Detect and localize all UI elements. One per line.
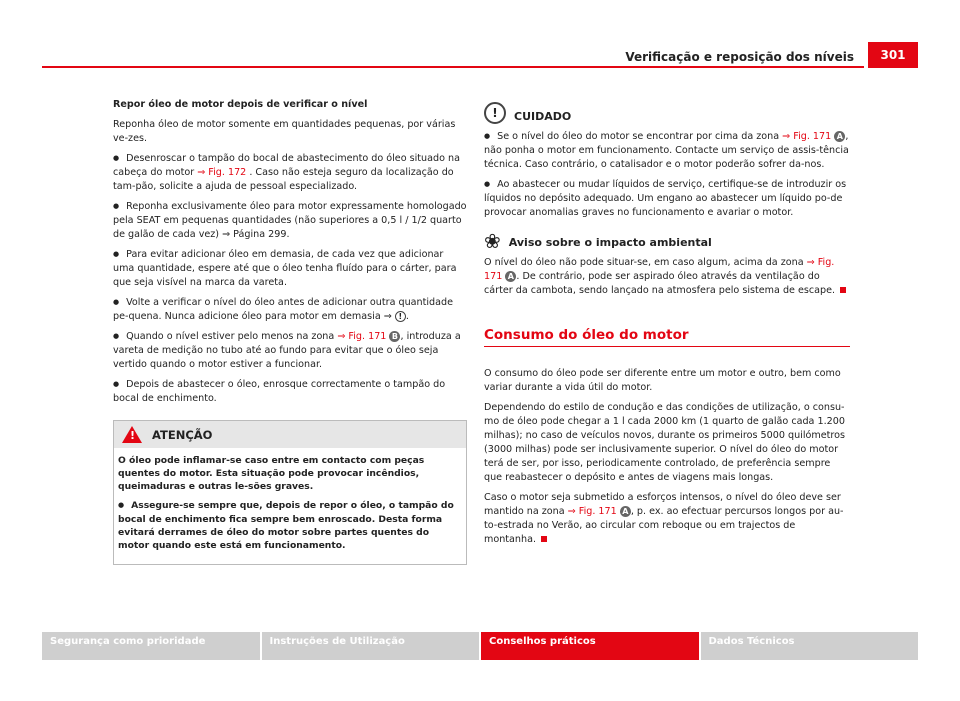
bullet-5 bbox=[113, 330, 467, 372]
caution-icon: ! bbox=[484, 102, 506, 124]
tab-instructions[interactable]: Instruções de Utilização bbox=[262, 632, 480, 660]
bullet-1-text: Desenroscar o tampão do bocal de abastecimento do óleo situado na cabeça do motor bbox=[113, 153, 460, 178]
left-heading: Repor óleo de motor depois de verificar o nível bbox=[113, 99, 368, 110]
page-header bbox=[42, 50, 918, 68]
fig-171-link[interactable]: ⇒ Fig. 171 bbox=[782, 131, 832, 142]
left-column bbox=[113, 98, 467, 565]
caution-header bbox=[484, 102, 850, 124]
section-p2: Dependendo do estilo de condução e das condições de utilização, o consu-mo de óleo pode chegar a 1 l cada 2000 km (1 quarto de galão cada 1.200 milhas); no caso de veículos novos, durante os primeiros 5000 quilómetros (3000 milhas) pode ser inclusivamente superior. O nível do óleo do motor terá de ser, por isso, periodicamente controlado, de preferência sempre que reabastecer o depósito e antes de viagens mais longas. bbox=[484, 402, 845, 483]
zone-a-badge: A bbox=[505, 271, 516, 282]
bullet-1 bbox=[113, 152, 467, 194]
caution-item-2: ● Ao abastecer ou mudar líquidos de serviço, certifique-se de introduzir os líquidos no depósito adequado. Um engano ao abastecer um líquido po-de provocar anomalias graves no funcionamento e avariar o motor. bbox=[484, 178, 850, 220]
bullet-4 bbox=[113, 296, 467, 324]
bullet-3: ● Para evitar adicionar óleo em demasia, de cada vez que adicionar uma quantidade, espere até que o óleo tenha fluído para o cárter, para que seja visível na marca da vareta. bbox=[113, 248, 467, 290]
warning-p1: O óleo pode inflamar-se caso entre em contacto com peças quentes do motor. Esta situação pode provocar incêndios, queimaduras e outras le-sões graves. bbox=[118, 455, 425, 492]
caution-1-text: Se o nível do óleo do motor se encontrar por cima da zona bbox=[497, 131, 783, 142]
warning-box bbox=[113, 420, 467, 565]
tab-technical-data[interactable]: Dados Técnicos bbox=[701, 632, 919, 660]
section-p3-text-b: , p. ex. ao efectuar percursos longos por au-to-estrada no Verão, ao circular com reboque ou em trajectos de montanha. bbox=[484, 506, 844, 545]
environment-text bbox=[484, 256, 850, 298]
bullet-6: ● Depois de abastecer o óleo, enrosque correctamente o tampão do bocal de enchimento. bbox=[113, 378, 467, 406]
env-text: O nível do óleo não pode situar-se, em caso algum, acima da zona bbox=[484, 257, 807, 268]
left-intro: Reponha óleo de motor somente em quantidades pequenas, por várias ve-zes. bbox=[113, 119, 456, 144]
header-title: Verificação e reposição dos níveis bbox=[625, 50, 854, 64]
caution-title: CUIDADO bbox=[514, 110, 572, 123]
bullet-4-text: Volte a verificar o nível do óleo antes de adicionar outra quantidade pe-quena. Nunca adicione óleo para motor em demasia ⇒ bbox=[113, 297, 454, 322]
tab-practical-tips[interactable]: Conselhos práticos bbox=[481, 632, 699, 660]
env-text-b: . De contrário, pode ser aspirado óleo através da ventilação do cárter da cambota, sendo lançado na atmosfera pelo sistema de escape. bbox=[484, 271, 836, 296]
bullet-2: ● Reponha exclusivamente óleo para motor expressamente homologado pela SEAT em pequenas quantidades (não superiores a 0,5 l / 1/2 quarto de galão de cada vez) ⇒ Página 299. bbox=[113, 200, 467, 242]
warning-ref-icon[interactable]: ! bbox=[395, 311, 406, 322]
bullet-5-text: Quando o nível estiver pelo menos na zona bbox=[126, 331, 338, 342]
environment-header bbox=[484, 229, 850, 253]
warning-triangle-icon: ! bbox=[122, 426, 142, 443]
caution-1-text-b: , não ponha o motor em funcionamento. Contacte um serviço de assis-tência técnica. Caso contrário, o catalisador e o motor poderão sofrer da-nos. bbox=[484, 131, 849, 170]
fig-172-link[interactable]: ⇒ Fig. 172 bbox=[197, 167, 247, 178]
section-title: Consumo do óleo do motor bbox=[484, 328, 850, 347]
warning-title: ATENÇÃO bbox=[152, 427, 213, 442]
caution-item-1 bbox=[484, 130, 850, 172]
warning-p2: ● Assegure-se sempre que, depois de repor o óleo, o tampão do bocal de enchimento fica sempre bem enroscado. Desta forma evitará derrames de óleo do motor sobre partes quentes do motor quando este está em funcionamento. bbox=[118, 499, 462, 552]
bullet-4-text-b: . bbox=[405, 311, 409, 322]
fig-171-link[interactable]: ⇒ Fig. 171 bbox=[567, 506, 617, 517]
warning-body bbox=[114, 448, 466, 564]
end-mark bbox=[840, 287, 846, 293]
zone-a-badge: A bbox=[834, 131, 845, 142]
flower-icon: ❀ bbox=[484, 229, 501, 253]
section-p3 bbox=[484, 491, 850, 547]
section-p1: O consumo do óleo pode ser diferente entre um motor e outro, bem como variar durante a vida útil do motor. bbox=[484, 368, 841, 393]
bullet-5-text-b: , introduza a vareta de medição no tubo até ao fundo para evitar que o óleo seja vertido quando o motor estiver a funcionar. bbox=[113, 331, 461, 370]
end-mark bbox=[541, 536, 547, 542]
environment-title: Aviso sobre o impacto ambiental bbox=[508, 236, 712, 249]
zone-a-badge: A bbox=[620, 506, 631, 517]
fig-171-link[interactable]: ⇒ Fig. 171 bbox=[484, 257, 835, 282]
warning-header bbox=[114, 421, 466, 448]
right-column bbox=[484, 98, 850, 553]
section-p3-text: Caso o motor seja submetido a esforços intensos, o nível do óleo deve ser mantido na zona bbox=[484, 492, 841, 517]
header-rule bbox=[42, 66, 864, 68]
bullet-1-text-b: . Caso não esteja seguro da localização do tam-pão, solicite a ajuda de pessoal especializado. bbox=[113, 167, 454, 192]
fig-171-link[interactable]: ⇒ Fig. 171 bbox=[337, 331, 387, 342]
footer-nav bbox=[42, 632, 918, 660]
tab-safety[interactable]: Segurança como prioridade bbox=[42, 632, 260, 660]
zone-b-badge: B bbox=[389, 331, 400, 342]
page-number: 301 bbox=[868, 42, 918, 68]
